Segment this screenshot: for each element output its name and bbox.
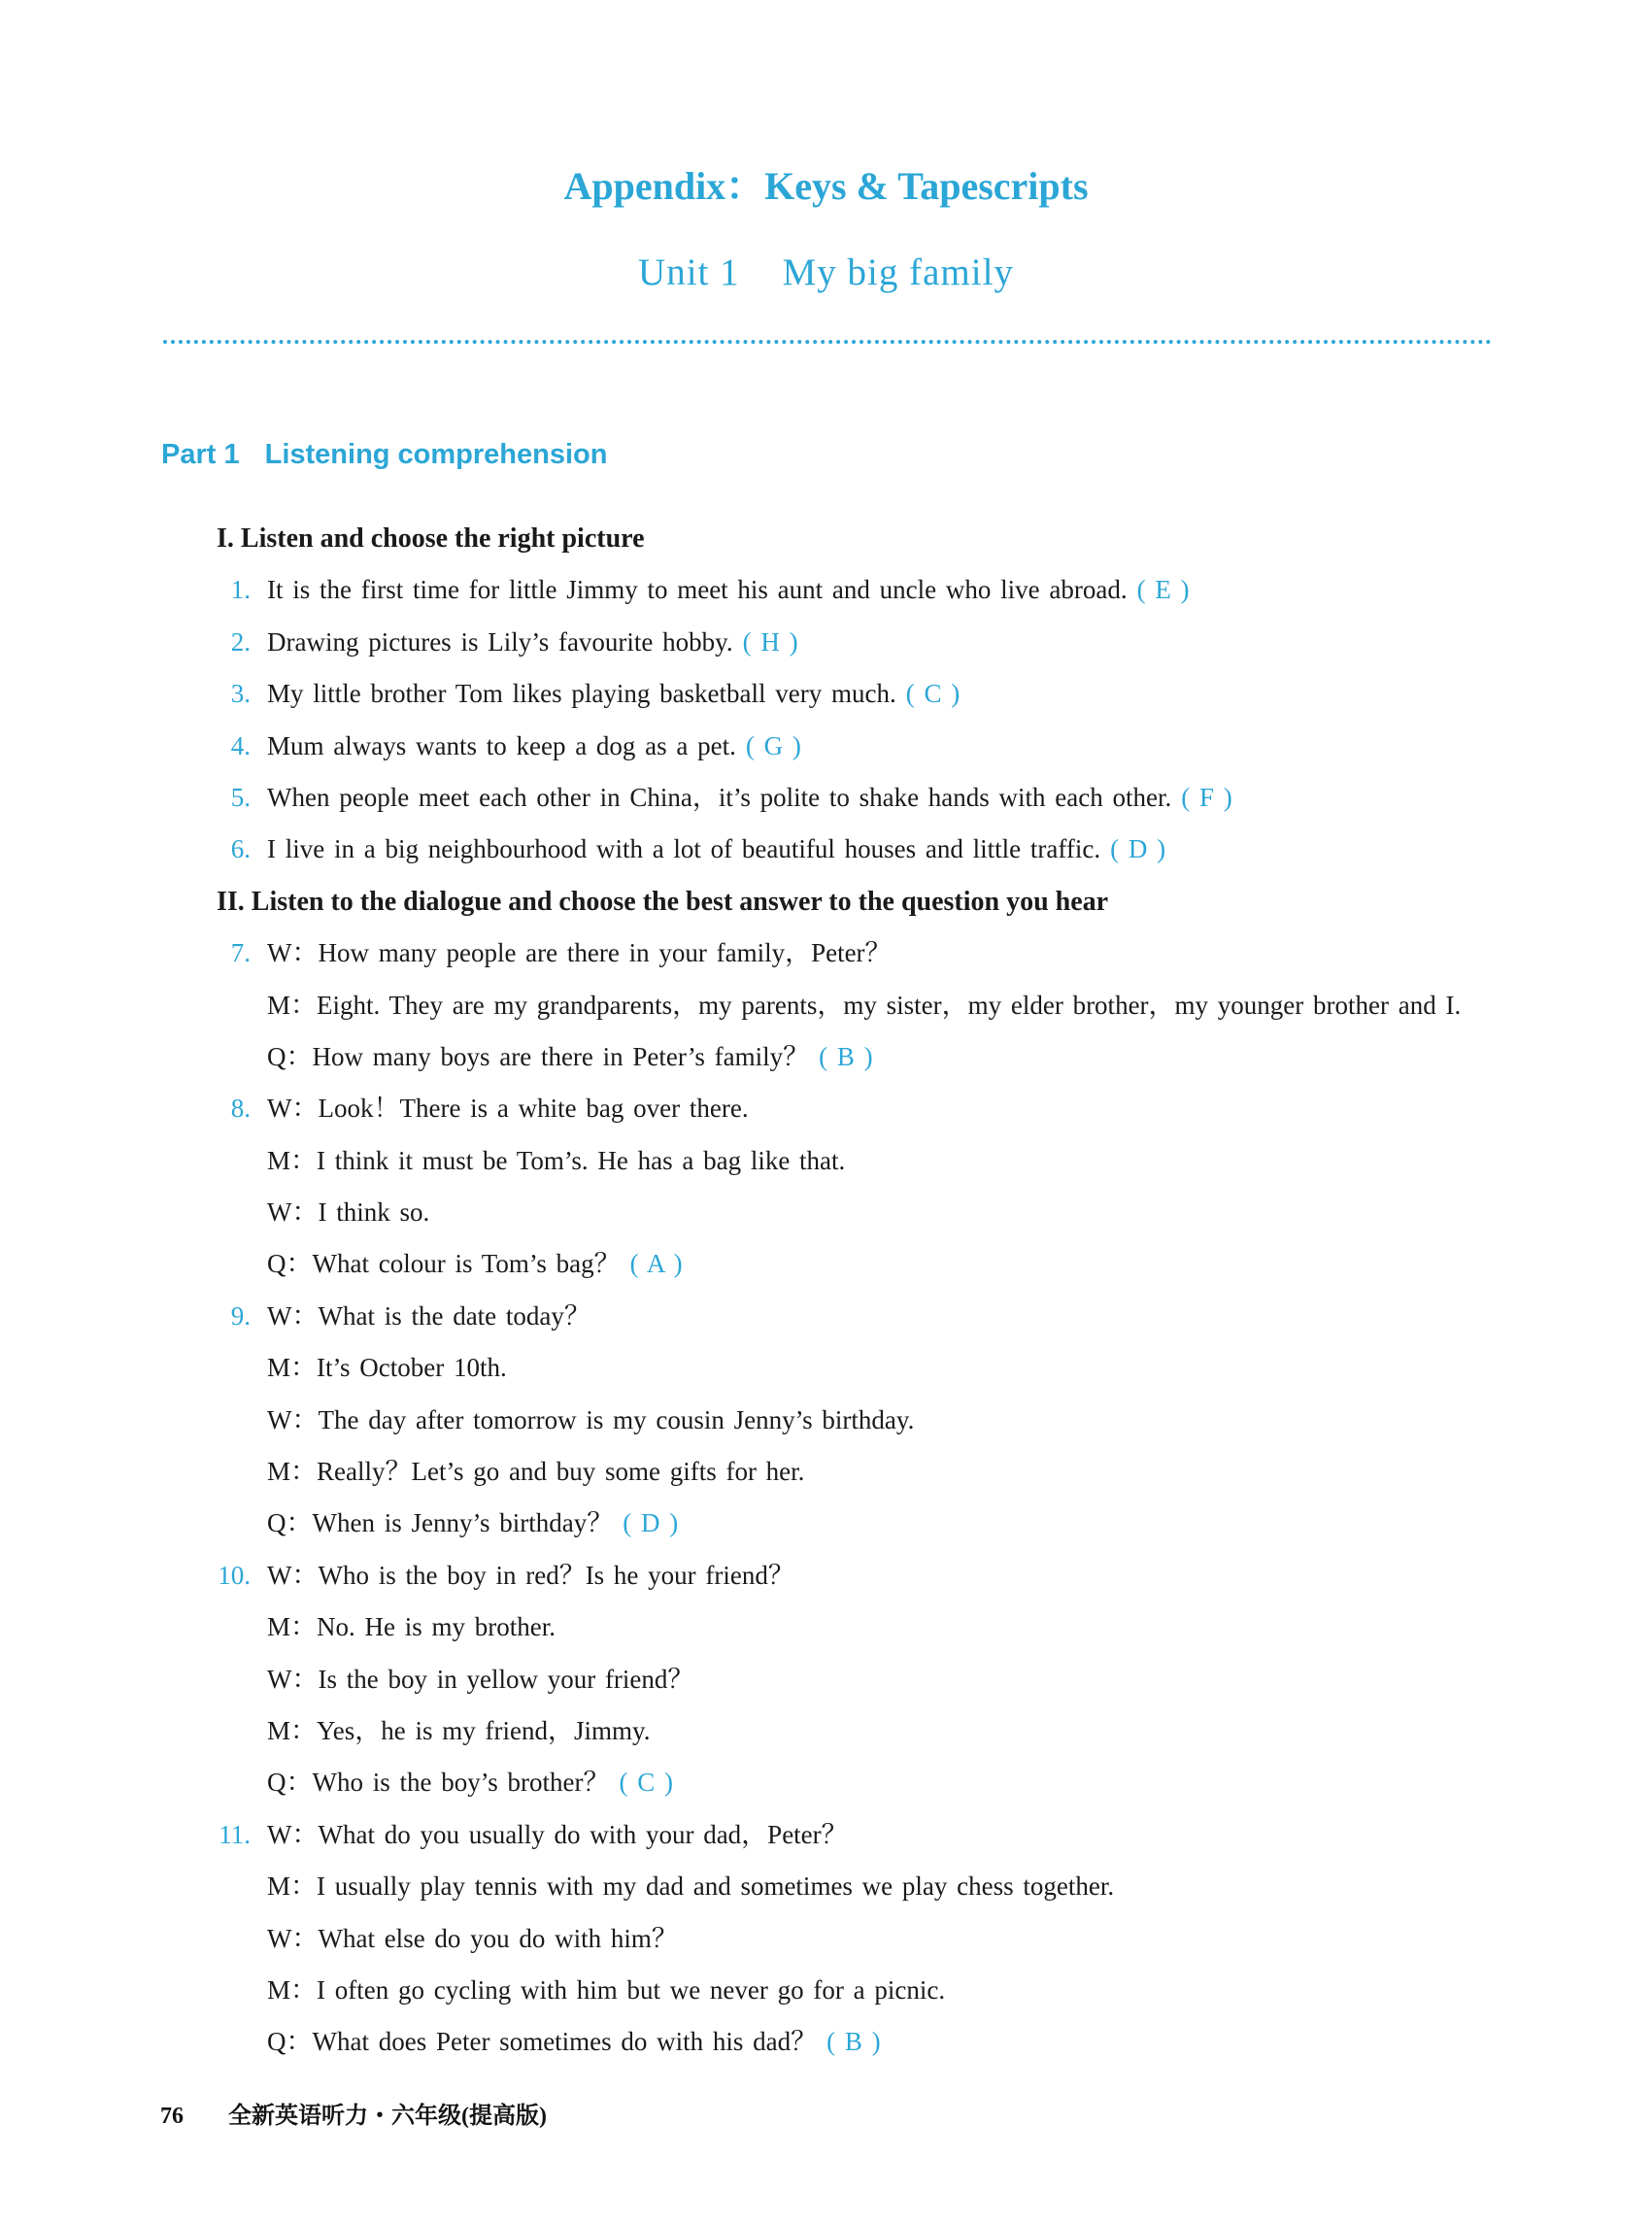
item-text-wrap bbox=[267, 1757, 673, 1808]
item-text-wrap bbox=[267, 1291, 590, 1342]
item-text: M：I usually play tennis with my dad and sometimes we play chess together. bbox=[267, 1871, 1115, 1902]
list-item bbox=[0, 1395, 1652, 1446]
list-item bbox=[0, 1705, 1652, 1757]
list-item bbox=[0, 980, 1652, 1031]
list-item bbox=[0, 1601, 1652, 1653]
list-item bbox=[0, 1446, 1652, 1498]
list-item bbox=[0, 668, 1652, 720]
item-text: M：Eight. They are my grandparents，my parents，my sister，my elder brother，my younger brother and I. bbox=[267, 990, 1462, 1020]
answer-content bbox=[0, 513, 1652, 2069]
list-item bbox=[0, 1550, 1652, 1601]
item-text-wrap bbox=[267, 1601, 556, 1653]
item-text: M：Yes，he is my friend，Jimmy. bbox=[267, 1715, 651, 1745]
answer-key: ( D ) bbox=[623, 1508, 679, 1538]
answer-key: ( D ) bbox=[1110, 834, 1166, 864]
item-text-wrap bbox=[267, 668, 960, 720]
page-footer bbox=[160, 2096, 547, 2130]
list-item bbox=[0, 1498, 1652, 1549]
item-text: Q：How many boys are there in Peter’s family？ bbox=[267, 1041, 810, 1071]
list-item bbox=[0, 1342, 1652, 1394]
part-name: Listening comprehension bbox=[264, 439, 608, 470]
part-heading bbox=[161, 439, 607, 471]
list-item bbox=[0, 1083, 1652, 1134]
item-number: 10. bbox=[218, 1560, 251, 1590]
list-item bbox=[0, 1757, 1652, 1808]
item-text-wrap bbox=[267, 927, 892, 979]
item-text-wrap bbox=[267, 980, 1461, 1031]
list-item bbox=[0, 1291, 1652, 1342]
unit-number: Unit 1 bbox=[638, 252, 740, 293]
item-text: M：It’s October 10th. bbox=[267, 1353, 507, 1383]
answer-key: ( F ) bbox=[1181, 782, 1232, 812]
answer-key: ( E ) bbox=[1136, 575, 1190, 605]
section-heading: II. Listen to the dialogue and choose the best answer to the question you hear bbox=[217, 886, 1109, 917]
item-text-wrap bbox=[267, 564, 1190, 616]
item-text-wrap bbox=[267, 1342, 507, 1394]
item-text: W：What is the date today？ bbox=[267, 1300, 590, 1331]
list-item bbox=[0, 617, 1652, 668]
list-item bbox=[0, 772, 1652, 824]
item-number: 7. bbox=[230, 938, 251, 968]
item-text-wrap bbox=[267, 1135, 845, 1187]
answer-key: ( C ) bbox=[905, 679, 961, 709]
item-number: 5. bbox=[230, 782, 251, 812]
item-text: Drawing pictures is Lily’s favourite hobby. bbox=[267, 626, 733, 657]
item-number: 6. bbox=[230, 834, 251, 864]
answer-key: ( B ) bbox=[826, 2027, 881, 2057]
item-text-wrap bbox=[267, 1446, 804, 1498]
item-text: Q：Who is the boy’s brother？ bbox=[267, 1768, 610, 1798]
item-text-wrap bbox=[267, 617, 798, 668]
list-item bbox=[0, 1861, 1652, 1912]
item-text-wrap bbox=[267, 2016, 881, 2068]
item-text: W：How many people are there in your family，Peter？ bbox=[267, 938, 892, 968]
list-item bbox=[0, 721, 1652, 772]
item-text-wrap bbox=[267, 1187, 429, 1238]
item-text-wrap bbox=[267, 824, 1165, 875]
item-number: 2. bbox=[230, 626, 251, 657]
answer-key: ( C ) bbox=[619, 1768, 673, 1798]
unit-name: My big family bbox=[782, 252, 1014, 293]
item-text: M：No. He is my brother. bbox=[267, 1612, 556, 1642]
list-item bbox=[0, 1135, 1652, 1187]
page-number: 76 bbox=[160, 2104, 184, 2129]
item-number: 3. bbox=[230, 679, 251, 709]
list-item bbox=[0, 927, 1652, 979]
item-text: W：What else do you do with him？ bbox=[267, 1923, 678, 1953]
item-text: W：Is the boy in yellow your friend？ bbox=[267, 1664, 694, 1694]
item-text: Q：What colour is Tom’s bag？ bbox=[267, 1249, 621, 1279]
item-number: 1. bbox=[230, 575, 251, 605]
item-text-wrap bbox=[267, 1031, 873, 1083]
item-text: W：The day after tomorrow is my cousin Jenny’s birthday. bbox=[267, 1404, 915, 1434]
list-item bbox=[0, 1965, 1652, 2016]
list-item bbox=[0, 1654, 1652, 1705]
item-text-wrap bbox=[267, 1498, 678, 1549]
item-text-wrap bbox=[267, 1550, 794, 1601]
list-item bbox=[0, 1031, 1652, 1083]
list-item bbox=[0, 1238, 1652, 1290]
list-item bbox=[0, 1913, 1652, 1965]
item-text: W：Look！There is a white bag over there. bbox=[267, 1094, 749, 1124]
part-number: Part 1 bbox=[161, 439, 240, 470]
item-text: I live in a big neighbourhood with a lot of beautiful houses and little traffic. bbox=[267, 834, 1101, 864]
page-title: Appendix：Keys & Tapescripts bbox=[563, 164, 1089, 208]
unit-title bbox=[0, 251, 1652, 294]
item-text-wrap bbox=[267, 1809, 848, 1861]
answer-key: ( B ) bbox=[819, 1041, 873, 1071]
item-text-wrap bbox=[267, 1083, 749, 1134]
list-item bbox=[0, 564, 1652, 616]
item-text-wrap bbox=[267, 1238, 683, 1290]
item-text-wrap bbox=[267, 1913, 678, 1965]
item-text: M：I think it must be Tom’s. He has a bag like that. bbox=[267, 1145, 846, 1175]
item-number: 4. bbox=[230, 730, 251, 760]
item-text: When people meet each other in China，it’s polite to shake hands with each other. bbox=[267, 782, 1172, 812]
item-text-wrap bbox=[267, 1654, 693, 1705]
item-text: Q：What does Peter sometimes do with his dad？ bbox=[267, 2027, 818, 2057]
item-text: Mum always wants to keep a dog as a pet. bbox=[267, 730, 736, 760]
item-number: 11. bbox=[219, 1819, 251, 1849]
item-number: 8. bbox=[230, 1094, 251, 1124]
list-item bbox=[0, 2016, 1652, 2068]
item-number: 9. bbox=[230, 1300, 251, 1331]
item-text: M：I often go cycling with him but we never go for a picnic. bbox=[267, 1974, 946, 2005]
answer-key: ( G ) bbox=[745, 730, 801, 760]
list-item bbox=[0, 824, 1652, 875]
list-item bbox=[0, 1809, 1652, 1861]
item-text-wrap bbox=[267, 1395, 914, 1446]
item-text: Q：When is Jenny’s birthday？ bbox=[267, 1508, 614, 1538]
answer-key: ( H ) bbox=[742, 626, 798, 657]
item-text-wrap bbox=[267, 721, 801, 772]
section-heading: I. Listen and choose the right picture bbox=[217, 523, 645, 554]
dotted-divider bbox=[163, 340, 1492, 344]
item-text: W：I think so. bbox=[267, 1197, 430, 1228]
item-text: W：Who is the boy in red？Is he your friend？ bbox=[267, 1560, 794, 1590]
item-text: W：What do you usually do with your dad，Peter？ bbox=[267, 1819, 848, 1849]
item-text-wrap bbox=[267, 1705, 651, 1757]
item-text: It is the first time for little Jimmy to meet his aunt and uncle who live abroad. bbox=[267, 575, 1128, 605]
item-text-wrap bbox=[267, 1861, 1114, 1912]
book-title: 全新英语听力・六年级(提高版) bbox=[228, 2104, 547, 2129]
item-text-wrap bbox=[267, 772, 1232, 824]
list-item bbox=[0, 1187, 1652, 1238]
item-text-wrap bbox=[267, 1965, 945, 2016]
item-text: My little brother Tom likes playing basketball very much. bbox=[267, 679, 896, 709]
answer-key: ( A ) bbox=[629, 1249, 683, 1279]
item-text: M：Really？Let’s go and buy some gifts for her. bbox=[267, 1457, 805, 1487]
